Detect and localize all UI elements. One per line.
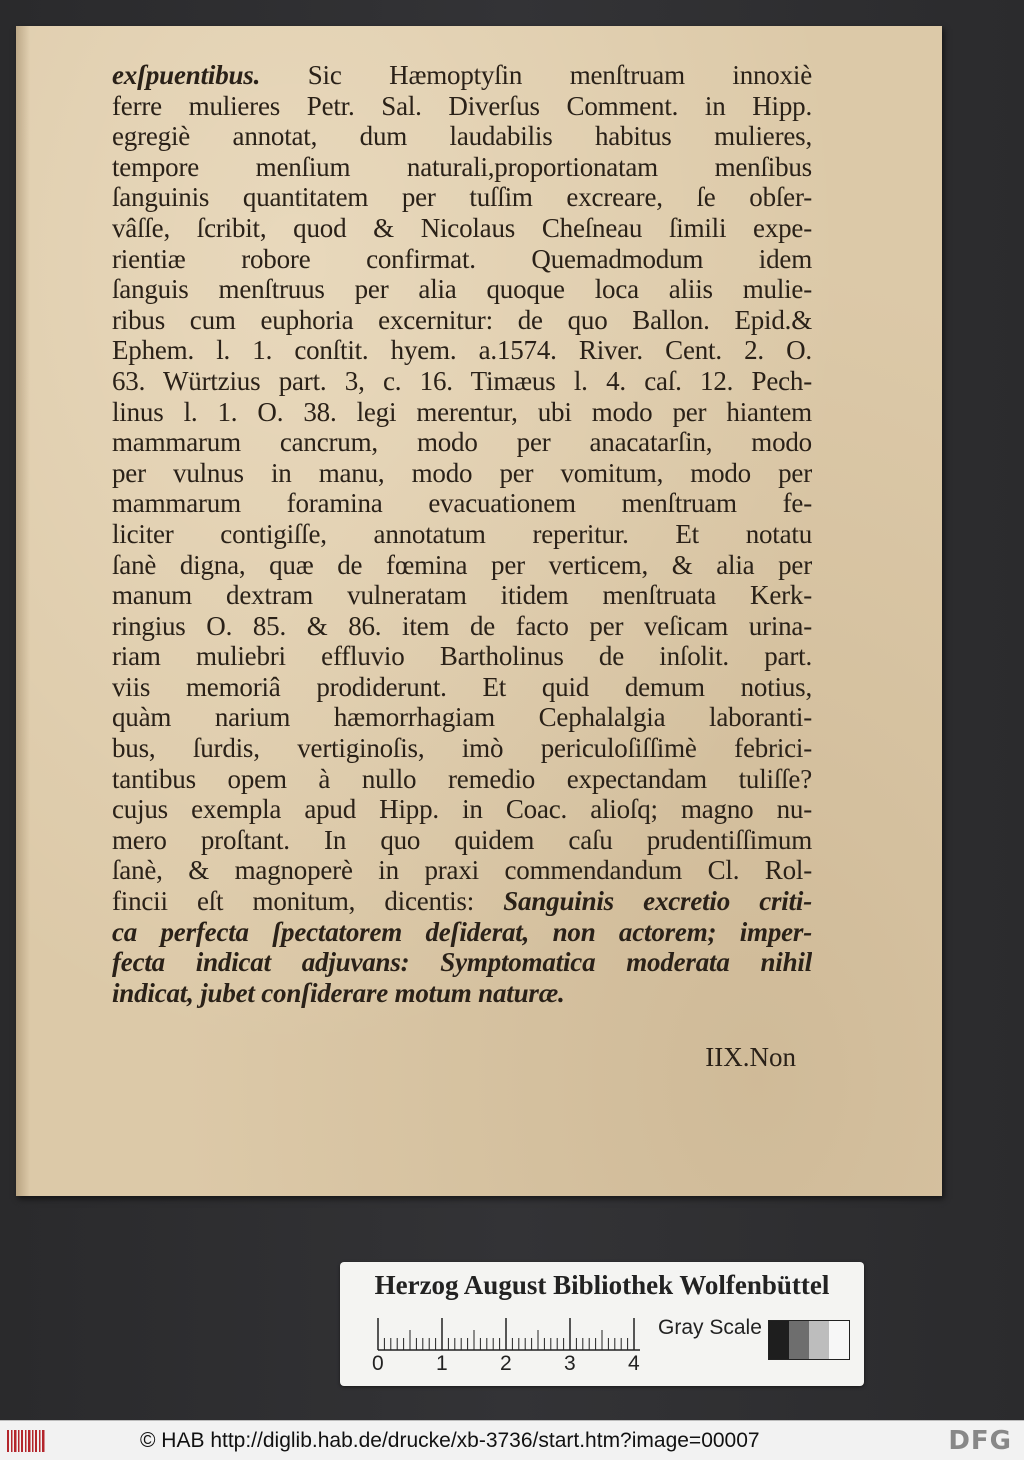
- text-line: [112, 886, 812, 917]
- text-line: [112, 488, 812, 519]
- book-page: [16, 26, 942, 1196]
- text-segment: vâſſe, ſcribit, quod & Nicolaus Cheſneau ſimili expe-: [112, 212, 812, 243]
- text-line: [112, 794, 812, 825]
- ruler-number: 2: [500, 1352, 512, 1375]
- text-line: [112, 60, 812, 91]
- text-line: [112, 427, 812, 458]
- text-segment: cujus exempla apud Hipp. in Coac. alioſq; magno nu-: [112, 794, 812, 825]
- text-segment: per vulnus in manu, modo per vomitum, modo per: [112, 457, 812, 488]
- text-line: [112, 244, 812, 275]
- text-line: [112, 213, 812, 244]
- ruler-number: 0: [372, 1352, 384, 1375]
- text-line: [112, 152, 812, 183]
- library-name: Herzog August Bibliothek Wolfenbüttel: [374, 1270, 830, 1300]
- text-line: [112, 335, 812, 366]
- text-segment: 63. Würtzius part. 3, c. 16. Timæus l. 4. caſ. 12. Pech-: [112, 365, 812, 396]
- text-line: [112, 366, 812, 397]
- text-segment: riam muliebri effluvio Bartholinus de inſolit. part.: [112, 641, 812, 672]
- text-segment: ferre mulieres Petr. Sal. Diverſus Comment. in Hipp.: [112, 90, 812, 121]
- text-segment: ſanè, & magnoperè in praxi commendandum Cl. Rol-: [112, 855, 812, 886]
- text-segment: quàm narium hæmorrhagiam Cephalalgia laboranti-: [112, 702, 812, 733]
- text-segment: viis memoriâ prodiderunt. Et quid demum notius,: [112, 671, 812, 702]
- text-segment: fincii eſt monitum, dicentis:: [112, 886, 504, 917]
- library-color-card: [340, 1262, 864, 1386]
- text-segment: rientiæ robore confirmat. Quemadmodum idem: [112, 243, 812, 274]
- text-line: [112, 305, 812, 336]
- footer-bar: [0, 1420, 1024, 1460]
- text-segment: bus, ſurdis, vertiginoſis, imò periculoſiſſimè febrici-: [112, 733, 812, 764]
- text-line: [112, 825, 812, 856]
- text-line: [112, 702, 812, 733]
- gray-scale-swatches: [768, 1320, 850, 1360]
- ruler-numbers: [370, 1352, 660, 1378]
- text-line: [112, 917, 812, 948]
- text-segment: ringius O. 85. & 86. item de facto per veſicam urina-: [112, 610, 812, 641]
- gray-swatch: [789, 1321, 809, 1359]
- text-line: [112, 764, 812, 795]
- text-segment: mammarum cancrum, modo per anacatarſin, modo: [112, 427, 812, 458]
- text-segment: ca perfecta ſpectatorem deſiderat, non actorem; imper-: [112, 916, 812, 947]
- text-segment: fecta indicat adjuvans: Symptomatica moderata nihil: [112, 947, 812, 978]
- text-line: [112, 672, 812, 703]
- text-line: [112, 182, 812, 213]
- dfg-logo: DFG: [948, 1426, 1012, 1456]
- hab-barcode-logo-icon: [6, 1428, 48, 1454]
- text-line: [112, 641, 812, 672]
- text-segment: Sanguinis excretio criti-: [503, 886, 812, 917]
- text-segment: exſpuentibus.: [112, 60, 261, 90]
- text-segment: Ephem. l. 1. conſtit. hyem. a.1574. River. Cent. 2. O.: [112, 335, 812, 366]
- text-line: [112, 397, 812, 428]
- text-line: [112, 519, 812, 550]
- text-line: [112, 855, 812, 886]
- text-segment: liciter contigiſſe, annotatum reperitur. Et notatu: [112, 518, 812, 549]
- gray-swatch: [829, 1321, 849, 1359]
- footer-copyright-link[interactable]: © HAB http://diglib.hab.de/drucke/xb-3736/start.htm?image=00007: [140, 1429, 760, 1452]
- text-segment: tempore menſium naturali,proportionatam menſibus: [112, 151, 812, 182]
- text-segment: ſanè digna, quæ de fœmina per verticem, & alia per: [112, 549, 812, 580]
- gray-swatch: [769, 1321, 789, 1359]
- text-line: [112, 274, 812, 305]
- catchword: IIX.Non: [705, 1042, 796, 1072]
- text-line: [112, 91, 812, 122]
- text-line: [112, 978, 812, 1009]
- text-line: [112, 611, 812, 642]
- gray-swatch: [809, 1321, 829, 1359]
- text-segment: linus l. 1. O. 38. legi merentur, ubi modo per hiantem: [112, 396, 812, 427]
- text-line: [112, 458, 812, 489]
- text-segment: manum dextram vulneratam itidem menſtruata Kerk-: [112, 580, 812, 611]
- text-segment: egregiè annotat, dum laudabilis habitus mulieres,: [112, 121, 812, 152]
- text-line: [112, 733, 812, 764]
- page-edge-shadow: [16, 26, 30, 1196]
- text-line: [112, 121, 812, 152]
- text-segment: Sic Hæmoptyſin menſtruam innoxiè: [260, 60, 812, 90]
- body-text: [112, 60, 812, 1008]
- text-line: [112, 947, 812, 978]
- ruler-number: 3: [564, 1352, 576, 1375]
- text-segment: mero proſtant. In quo quidem caſu prudentiſſimum: [112, 824, 812, 855]
- ruler-number: 1: [436, 1352, 448, 1375]
- text-line: [112, 550, 812, 581]
- ruler-number: 4: [628, 1352, 640, 1375]
- text-line: [112, 580, 812, 611]
- gray-scale-label: Gray Scale: [658, 1316, 762, 1339]
- text-segment: tantibus opem à nullo remedio expectandam tuliſſe?: [112, 763, 812, 794]
- text-segment: mammarum foramina evacuationem menſtruam fe-: [112, 488, 812, 519]
- text-segment: ſanguinis quantitatem per tuſſim excreare, ſe obſer-: [112, 182, 812, 213]
- text-segment: ribus cum euphoria excernitur: de quo Ballon. Epid.&: [112, 304, 812, 335]
- ruler-scale: [376, 1318, 644, 1352]
- text-segment: indicat, jubet conſiderare motum naturæ.: [112, 977, 565, 1008]
- text-segment: ſanguis menſtruus per alia quoque loca aliis mulie-: [112, 274, 812, 305]
